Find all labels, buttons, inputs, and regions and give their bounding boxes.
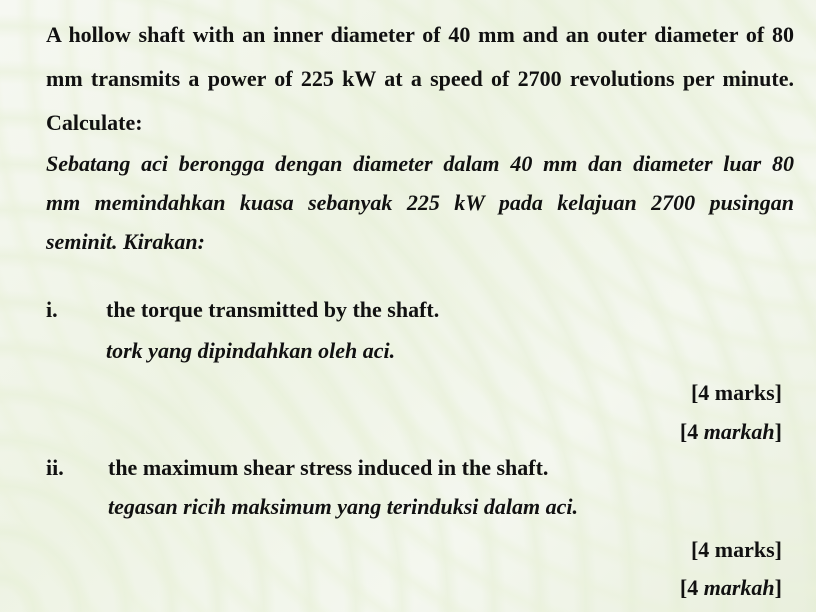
part-1-marks-ms-prefix: [4 <box>679 419 704 444</box>
question-en-line-3: Calculate: <box>46 110 143 135</box>
part-1-marks-ms-word: markah <box>703 419 775 444</box>
question-ms-line-2: mm memindahkan kuasa sebanyak 225 kW pada kelajuan 2700 pusingan <box>46 190 794 215</box>
part-1-text-ms: tork yang dipindahkan oleh aci. <box>106 338 396 363</box>
part-2-text-ms: tegasan ricih maksimum yang terinduksi dalam aci. <box>108 494 579 519</box>
part-1-marks-ms <box>680 419 782 445</box>
question-ms-line-1: Sebatang aci berongga dengan diameter dalam 40 mm dan diameter luar 80 <box>46 151 794 176</box>
question-en-line-1: A hollow shaft with an inner diameter of 40 mm and an outer diameter of 80 <box>46 22 794 47</box>
part-1-number: i. <box>46 297 58 322</box>
part-1-text-en: the torque transmitted by the shaft. <box>106 297 440 322</box>
part-2-marks-ms-suffix: ] <box>774 575 782 600</box>
part-2-text-en: the maximum shear stress induced in the shaft. <box>108 455 549 480</box>
part-1-marks-ms-suffix: ] <box>774 419 782 444</box>
part-2-marks-ms <box>680 575 782 601</box>
part-2-marks-ms-prefix: [4 <box>679 575 704 600</box>
part-2-marks-en: [4 marks] <box>690 537 782 562</box>
part-2-marks-ms-word: markah <box>703 575 775 600</box>
part-2-number: ii. <box>46 455 64 480</box>
question-en-line-2: mm transmits a power of 225 kW at a speed of 2700 revolutions per minute. <box>46 66 794 91</box>
question-ms-line-3: seminit. Kirakan: <box>46 229 205 254</box>
part-1-marks-en: [4 marks] <box>690 380 782 405</box>
